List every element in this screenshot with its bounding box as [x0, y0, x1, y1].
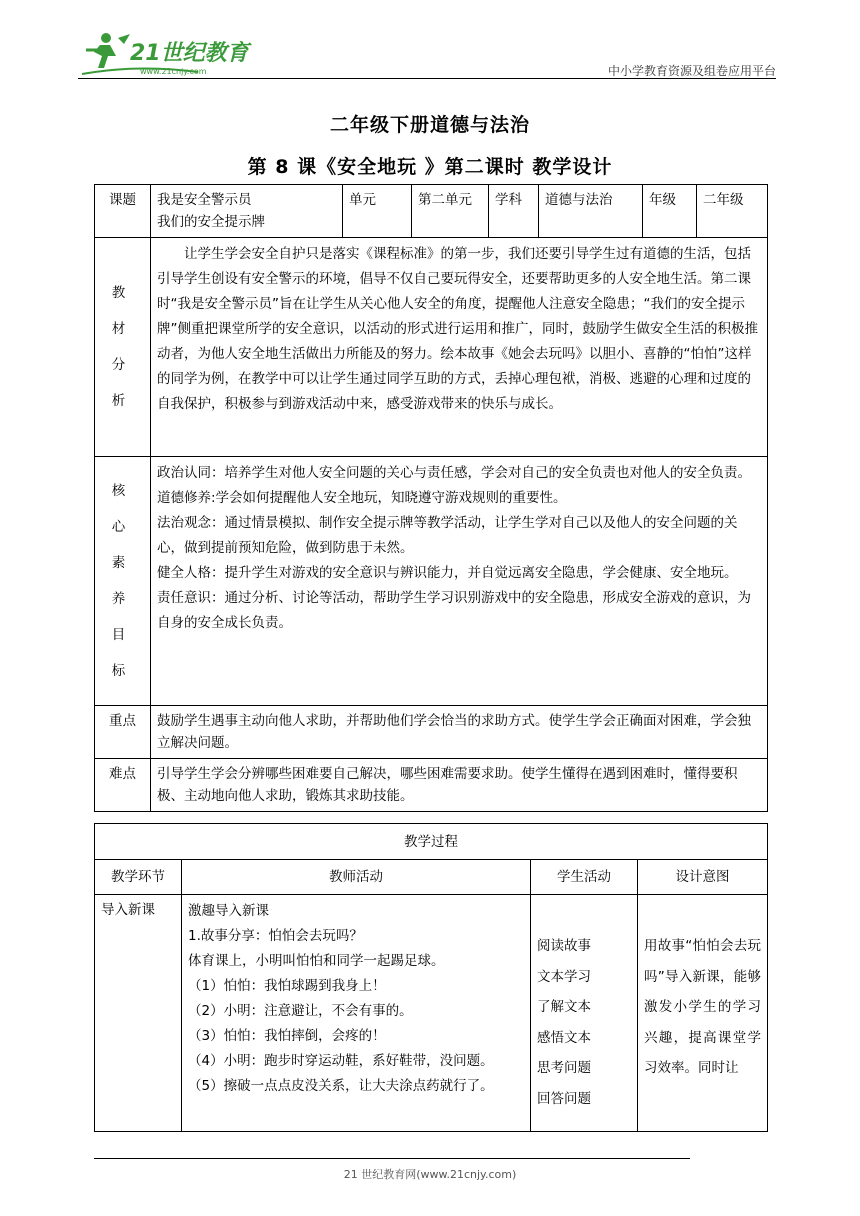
literacy-item: 法治观念：通过情景模拟、制作安全提示牌等教学活动，让学生学对自己以及他人的安全问题的关心，做到提前预知危险，做到防患于未然。: [157, 515, 738, 556]
topic-line-2: 我们的安全提示牌: [157, 214, 265, 230]
teacher-line: 1.故事分享：怕怕会去玩吗？: [188, 928, 363, 944]
literacy-label: [95, 457, 151, 706]
grade-label: 年级: [643, 185, 697, 238]
student-cell: [531, 895, 638, 1132]
col-teacher: 教师活动: [182, 860, 531, 895]
teacher-line: （3）怕怕：我怕摔倒，会疼的！: [188, 1028, 386, 1044]
key-point-row: [95, 706, 768, 759]
unit-value: 第二单元: [412, 185, 489, 238]
student-line: 思考问题: [537, 1060, 591, 1076]
subject-label: 学科: [489, 185, 539, 238]
header-divider: [78, 78, 776, 79]
table-row: [95, 895, 768, 1132]
logo-url: www.21cnjy.com: [140, 67, 207, 76]
teacher-line: 体育课上，小明叫怕怕和同学一起踢足球。: [188, 953, 445, 969]
platform-name: 中小学教育资源及组卷应用平台: [607, 64, 776, 78]
teacher-line: （2）小明：注意避让，不会有事的。: [188, 1003, 413, 1019]
grade-value: 二年级: [697, 185, 768, 238]
footer-divider: [94, 1158, 690, 1159]
page-header: [78, 28, 776, 80]
literacy-item: 责任意识：通过分析、讨论等活动，帮助学生学习识别游戏中的安全隐患，形成安全游戏的意识，为自身的安全成长负责。: [157, 590, 751, 631]
literacy-label-2: 素 养: [111, 555, 134, 607]
student-line: 了解文本: [537, 999, 591, 1015]
lesson-title: 第 8 课《安全地玩 》第二课时 教学设计: [247, 156, 613, 178]
intent-cell: 用故事“怕怕会去玩吗”导入新课，能够激发小学生的学习兴趣，提高课堂学习效率。同时让: [638, 895, 768, 1132]
key-point-label: 重点: [95, 706, 151, 759]
col-intent: 设计意图: [638, 860, 768, 895]
student-line: 感悟文本: [537, 1029, 591, 1046]
teacher-cell: [182, 895, 531, 1132]
student-line: 阅读故事: [537, 938, 591, 954]
analysis-label-2: 分 析: [111, 357, 134, 409]
key-point-text: 鼓励学生遇事主动向他人求助，并帮助他们学会恰当的求助方式。使学生学会正确面对困难，学会独立解决问题。: [151, 706, 768, 759]
col-stage: 教学环节: [95, 860, 182, 895]
difficulty-text: 引导学生学会分辨哪些困难要自己解决，哪些困难需要求助。使学生懂得在遇到困难时，懂得要积极、主动地向他人求助，锻炼其求助技能。: [151, 759, 768, 812]
subject-value: 道德与法治: [539, 185, 643, 238]
topic-value: [151, 185, 343, 238]
doc-title: 二年级下册道德与法治: [329, 114, 530, 136]
col-student: 学生活动: [531, 860, 638, 895]
literacy-item: 道德修养:学会如何提醒他人安全地玩，知晓遵守游戏规则的重要性。: [157, 490, 567, 506]
teaching-process-table: [94, 823, 768, 1132]
difficulty-label: 难点: [95, 759, 151, 812]
process-title: 教学过程: [95, 824, 768, 860]
topic-line-1: 我是安全警示员: [157, 192, 252, 208]
literacy-item: 政治认同：培养学生对他人安全问题的关心与责任感，学会对自己的安全负责也对他人的安全负责。: [157, 465, 751, 481]
analysis-label-1: 教 材: [111, 285, 134, 337]
logo-text: 21世纪教育: [130, 41, 249, 66]
literacy-label-1: 核 心: [111, 483, 134, 535]
analysis-label: [95, 238, 151, 457]
footer-text: 21 世纪教育网(www.21cnjy.com): [343, 1168, 517, 1181]
literacy-row: [95, 457, 768, 706]
difficulty-row: [95, 759, 768, 812]
literacy-text: [151, 457, 768, 706]
topic-label: 课题: [95, 185, 151, 238]
literacy-label-3: 目 标: [111, 627, 134, 679]
analysis-row: [95, 238, 768, 457]
logo-icon: [78, 28, 253, 80]
stage-cell: 导入新课: [95, 895, 182, 1132]
unit-label: 单元: [343, 185, 412, 238]
student-line: 文本学习: [537, 968, 591, 985]
student-line: 回答问题: [537, 1090, 591, 1107]
teacher-line: （4）小明：跑步时穿运动鞋，系好鞋带，没问题。: [188, 1053, 494, 1069]
analysis-text: 让学生学会安全自护只是落实《课程标准》的第一步，我们还要引导学生过有道德的生活，包括引导学生创设有安全警示的环境，倡导不仅自己要玩得安全，还要帮助更多的人安全地生活。第二课时“我是安全警示员”旨在让学生从关心他人安全的角度，提醒他人注意安全隐患；“我们的安全提示牌”侧重把课堂所学的安全意识，以活动的形式进行运用和推广，同时，鼓励学生做安全生活的积极推动者，为他人安全地生活做出力所能及的努力。绘本故事《她会去玩吗》以胆小、喜静的“怕怕”这样的同学为例，在教学中可以让学生通过同学互助的方式，丢掉心理包袱，消极、逃避的心理和过度的自我保护，积极参与到游戏活动中来，感受游戏带来的快乐与成长。: [151, 238, 768, 457]
teacher-line: （5）擦破一点点皮没关系，让大夫涂点药就行了。: [188, 1078, 494, 1094]
info-row: [95, 185, 768, 238]
literacy-item: 健全人格：提升学生对游戏的安全意识与辨识能力，并自觉远离安全隐患，学会健康、安全地玩。: [157, 565, 738, 581]
lesson-info-table: [94, 184, 768, 812]
teacher-line: 激趣导入新课: [188, 903, 269, 919]
teacher-line: （1）怕怕：我怕球踢到我身上！: [188, 978, 386, 994]
